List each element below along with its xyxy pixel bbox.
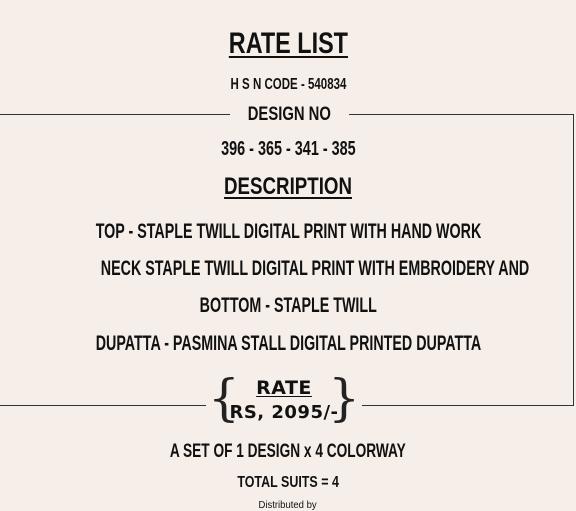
design-numbers: 396 - 365 - 341 - 385 — [220, 138, 356, 160]
description-heading: DESCRIPTION — [224, 173, 352, 200]
rate-price: RS, 2095/- — [229, 402, 339, 423]
design-no-label: DESIGN NO — [230, 103, 349, 126]
right-brace-icon: } — [328, 369, 360, 427]
page-title: RATE LIST — [228, 27, 348, 60]
rate-block — [206, 369, 362, 430]
left-brace-icon: { — [208, 369, 240, 427]
rate-label: RATE — [256, 377, 312, 399]
description-line: TOP - STAPLE TWILL DIGITAL PRINT WITH HAND WORK — [95, 220, 481, 243]
description-line: BOTTOM - STAPLE TWILL — [199, 294, 377, 317]
set-info: A SET OF 1 DESIGN x 4 COLORWAY — [170, 441, 406, 462]
hsn-code: H S N CODE - 540834 — [230, 76, 346, 93]
description-line: NECK STAPLE TWILL DIGITAL PRINT WITH EMBROIDERY AND — [100, 257, 530, 280]
distributed-by: Distributed by — [258, 500, 318, 511]
total-suits: TOTAL SUITS = 4 — [237, 474, 339, 491]
description-line: DUPATTA - PASMINA STALL DIGITAL PRINTED DUPATTA — [95, 332, 481, 355]
